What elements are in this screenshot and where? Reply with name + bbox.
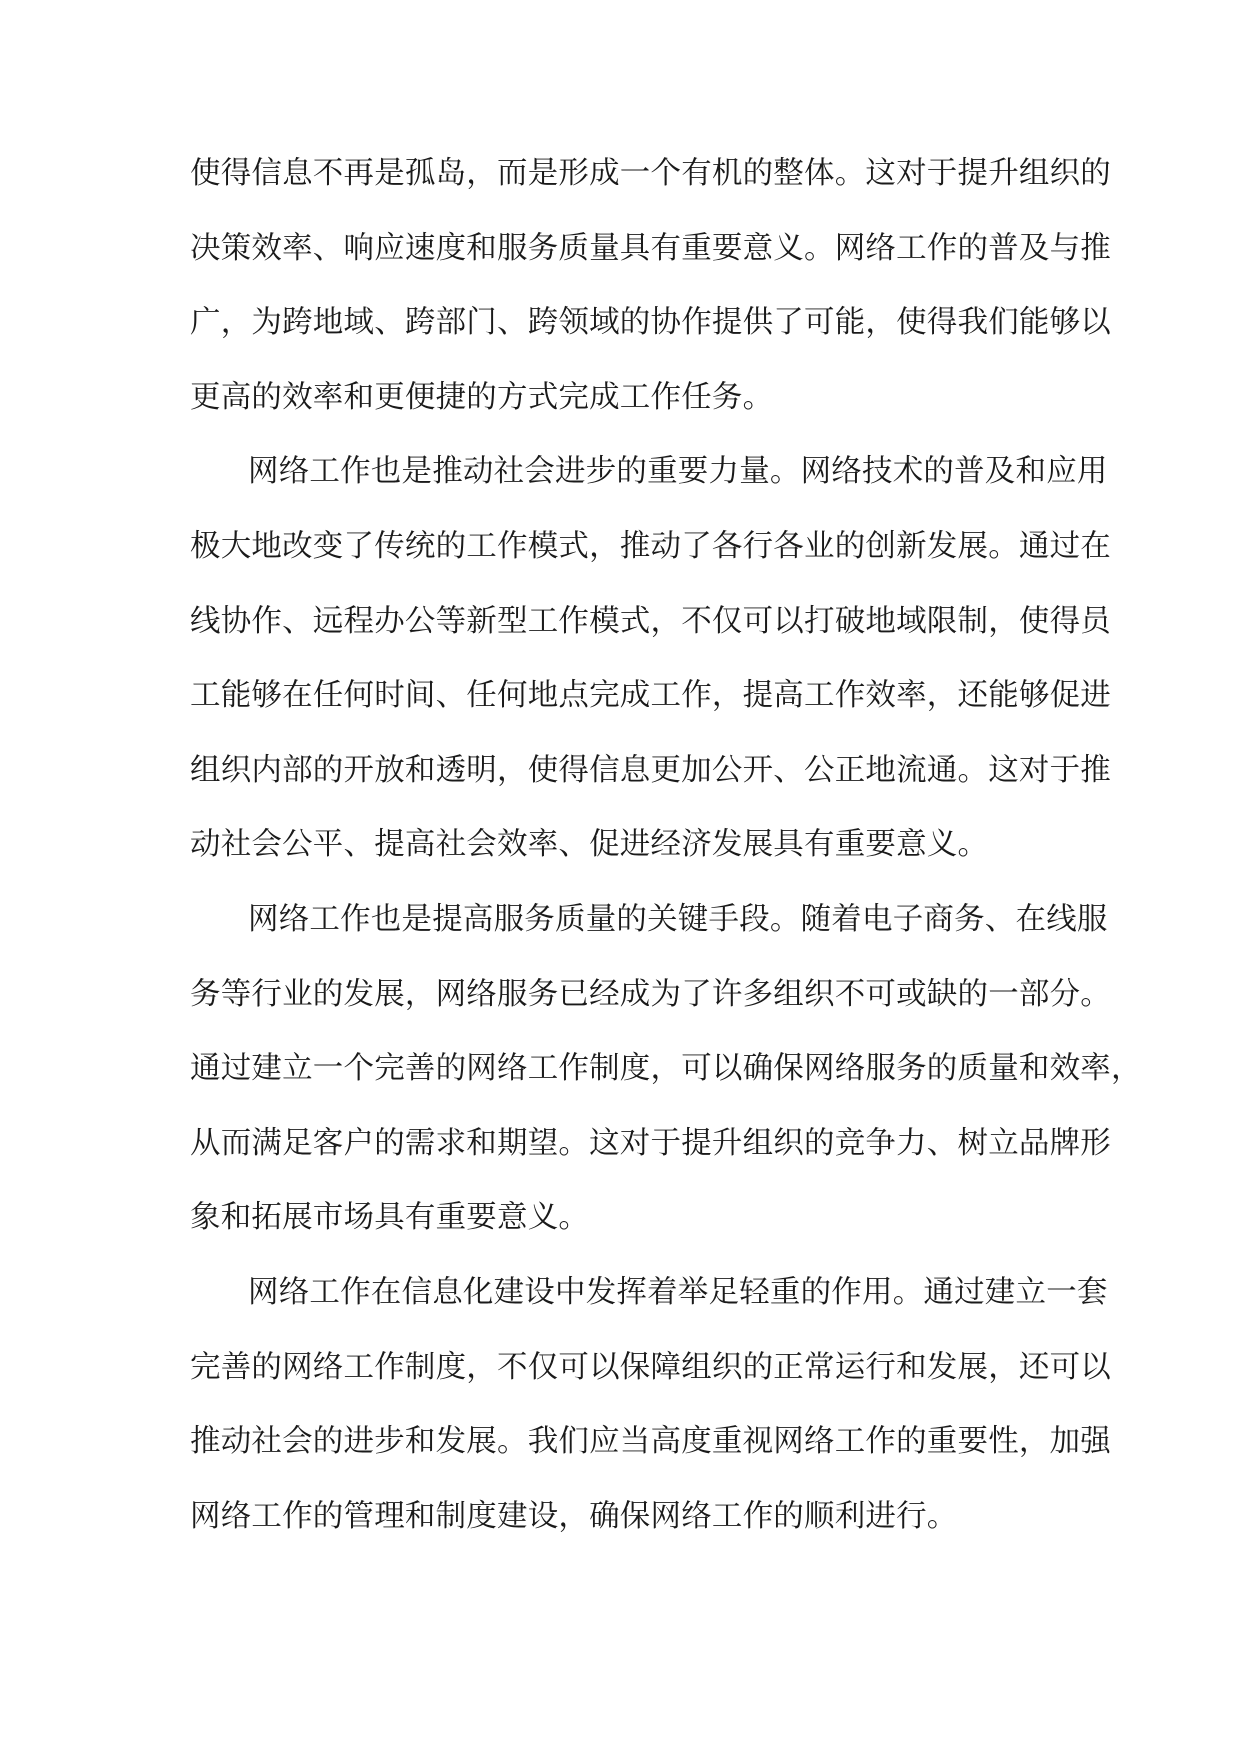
text-line: 使得信息不再是孤岛，而是形成一个有机的整体。这对于提升组织的 <box>190 156 1111 191</box>
document-body <box>190 140 1142 1557</box>
paragraph-3 <box>190 886 1142 1259</box>
text-line: 网络工作也是提高服务质量的关键手段。随着电子商务、在线服 <box>248 901 1108 937</box>
text-line: 从而满足客户的需求和期望。这对于提升组织的竞争力、树立品牌形 <box>190 1125 1111 1161</box>
text-line: 工能够在任何时间、任何地点完成工作，提高工作效率，还能够促进 <box>190 678 1111 714</box>
text-line: 推动社会的进步和发展。我们应当高度重视网络工作的重要性，加强 <box>190 1424 1111 1460</box>
text-line: 通过建立一个完善的网络工作制度，可以确保网络服务的质量和效率， <box>190 1051 1142 1087</box>
paragraph-4 <box>190 1259 1111 1557</box>
text-line: 务等行业的发展，网络服务已经成为了许多组织不可或缺的一部分。 <box>190 976 1111 1012</box>
text-line: 组织内部的开放和透明，使得信息更加公开、公正地流通。这对于推 <box>190 752 1111 788</box>
paragraph-2 <box>190 438 1111 886</box>
text-line: 广，为跨地域、跨部门、跨领域的协作提供了可能，使得我们能够以 <box>190 305 1111 341</box>
text-line: 网络工作也是推动社会进步的重要力量。网络技术的普及和应用 <box>248 454 1108 490</box>
text-line: 决策效率、响应速度和服务质量具有重要意义。网络工作的普及与推 <box>190 230 1111 266</box>
paragraph-1 <box>190 140 1111 438</box>
text-line: 网络工作在信息化建设中发挥着举足轻重的作用。通过建立一套 <box>248 1274 1108 1310</box>
text-line: 象和拓展市场具有重要意义。 <box>190 1200 590 1236</box>
text-line: 更高的效率和更便捷的方式完成工作任务。 <box>190 379 774 415</box>
text-line: 极大地改变了传统的工作模式，推动了各行各业的创新发展。通过在 <box>190 528 1111 564</box>
text-line: 动社会公平、提高社会效率、促进经济发展具有重要意义。 <box>190 827 989 863</box>
text-line: 网络工作的管理和制度建设，确保网络工作的顺利进行。 <box>190 1498 958 1534</box>
text-line: 线协作、远程办公等新型工作模式，不仅可以打破地域限制，使得员 <box>190 603 1111 639</box>
text-line: 完善的网络工作制度，不仅可以保障组织的正常运行和发展，还可以 <box>190 1349 1111 1385</box>
